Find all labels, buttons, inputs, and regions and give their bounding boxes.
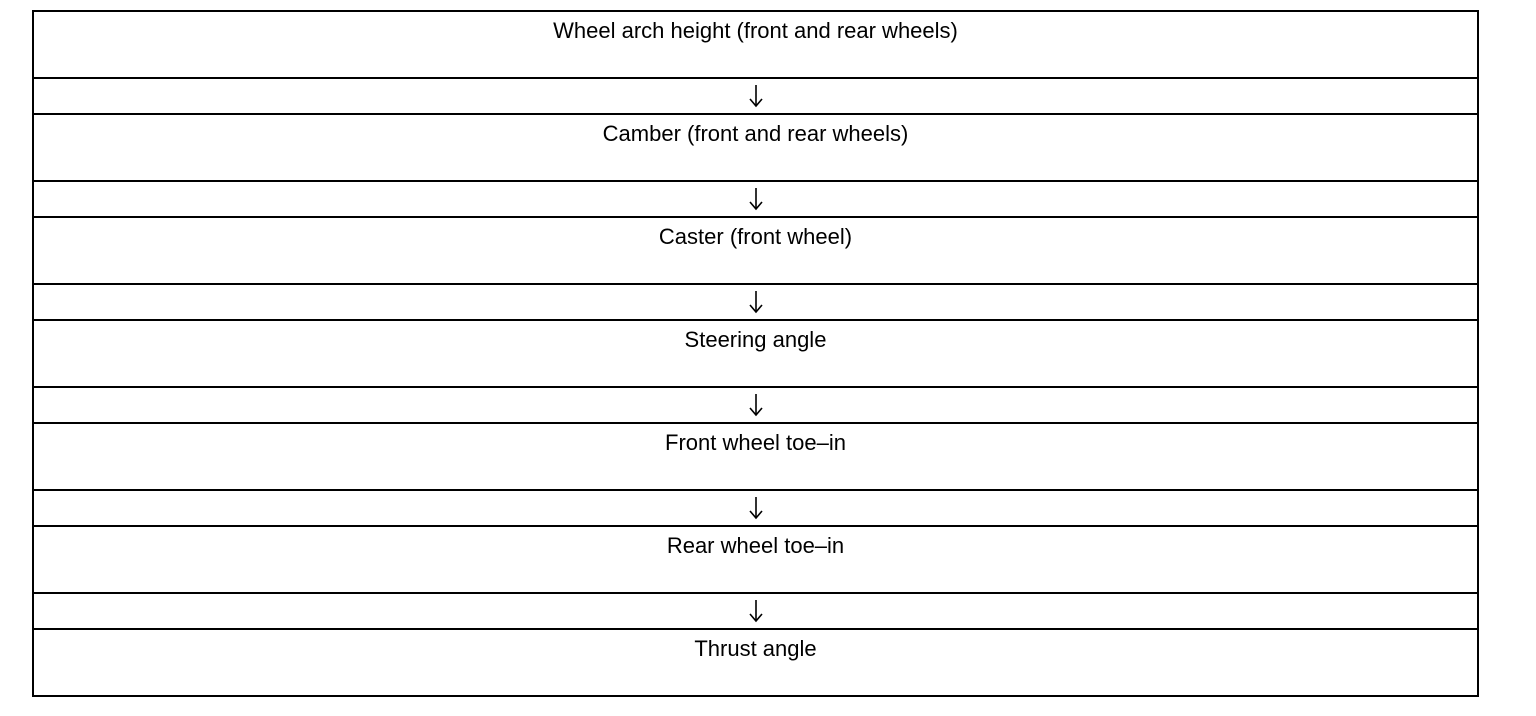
flow-connector-cell [33, 490, 1478, 526]
flow-connector [33, 78, 1478, 114]
flow-step-box [33, 11, 1478, 78]
flow-connector [33, 490, 1478, 526]
flow-step-thrust-angle [33, 629, 1478, 696]
flow-step-caster [33, 217, 1478, 284]
down-arrow-icon [748, 84, 764, 108]
flowchart-body [33, 11, 1478, 696]
flow-step-front-wheel-toe-in [33, 423, 1478, 490]
flow-connector-cell [33, 593, 1478, 629]
flow-step-box [33, 526, 1478, 593]
flow-step-label: Steering angle [684, 327, 827, 352]
down-arrow-icon [748, 187, 764, 211]
flow-connector-cell [33, 284, 1478, 320]
flow-step-box [33, 629, 1478, 696]
flow-step-rear-wheel-toe-in [33, 526, 1478, 593]
flow-connector-cell [33, 181, 1478, 217]
flow-step-box [33, 217, 1478, 284]
flow-step-steering-angle [33, 320, 1478, 387]
flow-connector [33, 284, 1478, 320]
flow-connector [33, 593, 1478, 629]
flow-step-label: Front wheel toe–in [665, 430, 846, 455]
flow-step-box [33, 423, 1478, 490]
flow-step-label: Thrust angle [694, 636, 817, 661]
flow-connector-cell [33, 78, 1478, 114]
down-arrow-icon [748, 496, 764, 520]
flow-step-wheel-arch-height [33, 11, 1478, 78]
flow-step-label: Caster (front wheel) [658, 224, 853, 249]
down-arrow-icon [748, 599, 764, 623]
down-arrow-icon [748, 393, 764, 417]
flow-connector [33, 181, 1478, 217]
flow-step-label: Wheel arch height (front and rear wheels) [553, 18, 958, 43]
down-arrow-icon [748, 290, 764, 314]
flow-step-label: Rear wheel toe–in [666, 533, 845, 558]
flow-step-box [33, 320, 1478, 387]
flow-step-label: Camber (front and rear wheels) [602, 121, 909, 146]
flow-connector-cell [33, 387, 1478, 423]
flow-step-box [33, 114, 1478, 181]
alignment-sequence-flowchart [32, 10, 1479, 697]
flow-connector [33, 387, 1478, 423]
flow-step-camber [33, 114, 1478, 181]
